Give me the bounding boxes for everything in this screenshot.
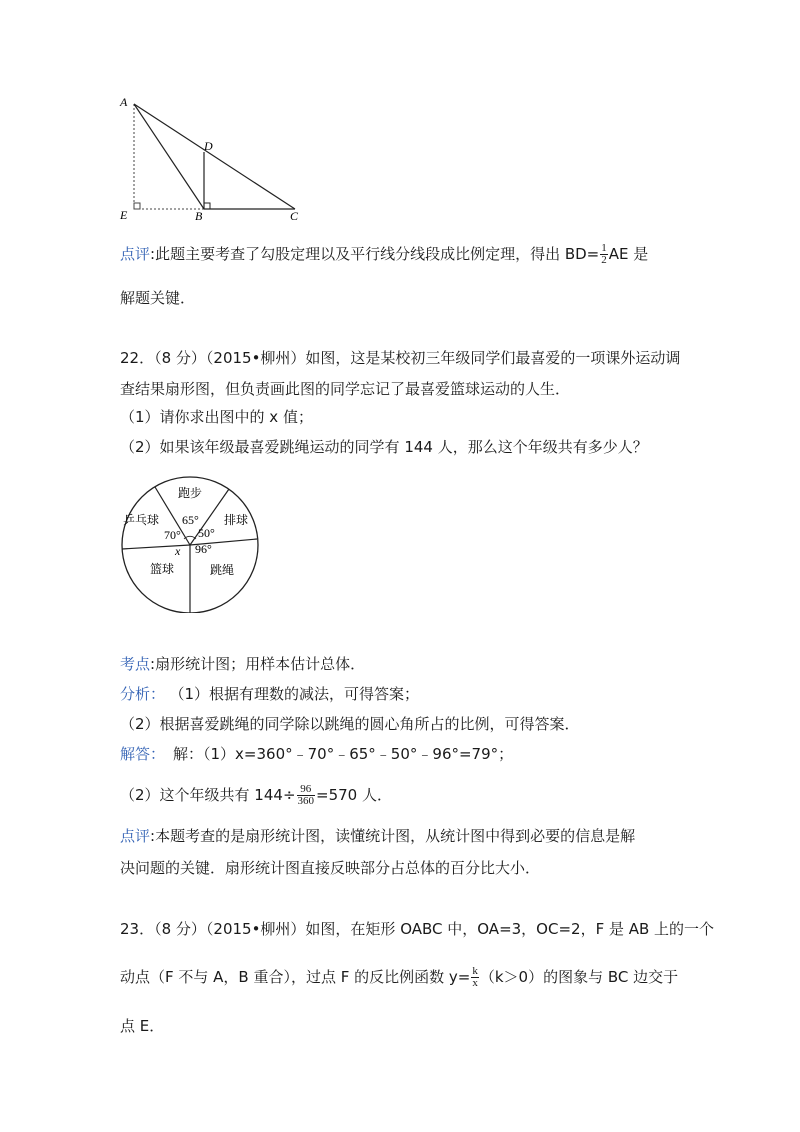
frac-num: k [472, 965, 478, 977]
comment2-text1: :本题考查的是扇形统计图，读懂统计图，从统计图中得到必要的信息是解 [150, 827, 636, 845]
comment2-line1 [120, 825, 635, 847]
frac-num: 1 [601, 242, 607, 254]
comment1-line1 [120, 243, 648, 266]
sector-jumprope: 跳绳 [210, 563, 235, 577]
jieda-tag: 解答： [120, 745, 166, 763]
q23-line2a: 动点（F 不与 A，B 重合），过点 F 的反比例函数 y= [120, 968, 471, 986]
label-a: A [120, 95, 128, 109]
sector-volleyball: 排球 [224, 513, 249, 527]
frac-den: 2 [601, 254, 607, 266]
kaodian-line [120, 653, 365, 675]
frac-den: x [472, 977, 478, 989]
label-d: D [204, 139, 213, 153]
q22-line3: （1）请你求出图中的 x 值； [120, 408, 313, 426]
q23-line2 [120, 966, 678, 989]
angle-x: x [175, 544, 181, 558]
jieda-text2a: （2）这个年级共有 144÷ [120, 786, 296, 804]
sector-basketball: 篮球 [150, 562, 175, 576]
q22-line1: 22．（8 分）（2015•柳州）如图，这是某校初三年级同学们最喜爱的一项课外运动调 [120, 349, 681, 367]
comment1-tag: 点评 [120, 245, 151, 263]
angle-50: 50° [198, 526, 215, 540]
label-c: C [290, 209, 299, 223]
comment1-line2: 解题关键． [120, 289, 196, 307]
frac-num: 96 [297, 784, 316, 796]
comment2-line2: 决问题的关键．扇形统计图直接反映部分占总体的百分比大小． [120, 859, 541, 877]
q23-fraction [471, 966, 479, 989]
angle-65: 65° [182, 513, 199, 527]
label-e: E [120, 208, 128, 222]
sector-pingpong: 乒乓球 [123, 513, 160, 527]
label-b: B [195, 209, 203, 223]
q22-line4: （2）如果该年级最喜爱跳绳运动的同学有 144 人，那么这个年级共有多少人？ [120, 438, 648, 456]
kaodian-text: :扇形统计图；用样本估计总体． [150, 655, 366, 673]
triangle-figure [115, 95, 310, 225]
jieda-text2b: =570 人． [316, 786, 392, 804]
sector-running: 跑步 [178, 486, 203, 500]
frac-den: 360 [297, 795, 315, 807]
jieda-line2 [120, 784, 392, 807]
jieda-line1 [120, 743, 513, 765]
q23-line1: 23．（8 分）（2015•柳州）如图，在矩形 OABC 中，OA=3，OC=2，F 是 AB 上的一个 [120, 920, 715, 938]
fenxi-tag: 分析： [120, 685, 166, 703]
pie-chart [118, 473, 268, 613]
fenxi-line1 [120, 683, 419, 705]
comment1-text-b: AE 是 [608, 245, 649, 263]
angle-96: 96° [195, 542, 212, 556]
comment1-text-a: :此题主要考查了勾股定理以及平行线分线段成比例定理，得出 BD= [150, 245, 600, 263]
q23-line2b: （k＞0）的图象与 BC 边交于 [479, 968, 679, 986]
fenxi-text1: （1）根据有理数的减法，可得答案； [177, 685, 420, 703]
fenxi-line2: （2）根据喜爱跳绳的同学除以跳绳的圆心角所占的比例，可得答案． [120, 715, 580, 733]
comment2-tag: 点评 [120, 827, 151, 845]
angle-70: 70° [164, 528, 181, 542]
kaodian-tag: 考点 [120, 655, 151, 673]
comment1-fraction [600, 243, 608, 266]
q23-line3: 点 E． [120, 1017, 165, 1035]
jieda-text1: 解：（1）x=360°﹣70°﹣65°﹣50°﹣96°=79°； [173, 745, 514, 763]
q22-line2: 查结果扇形图，但负责画此图的同学忘记了最喜爱篮球运动的人生． [120, 380, 571, 398]
jieda-fraction [297, 784, 316, 807]
